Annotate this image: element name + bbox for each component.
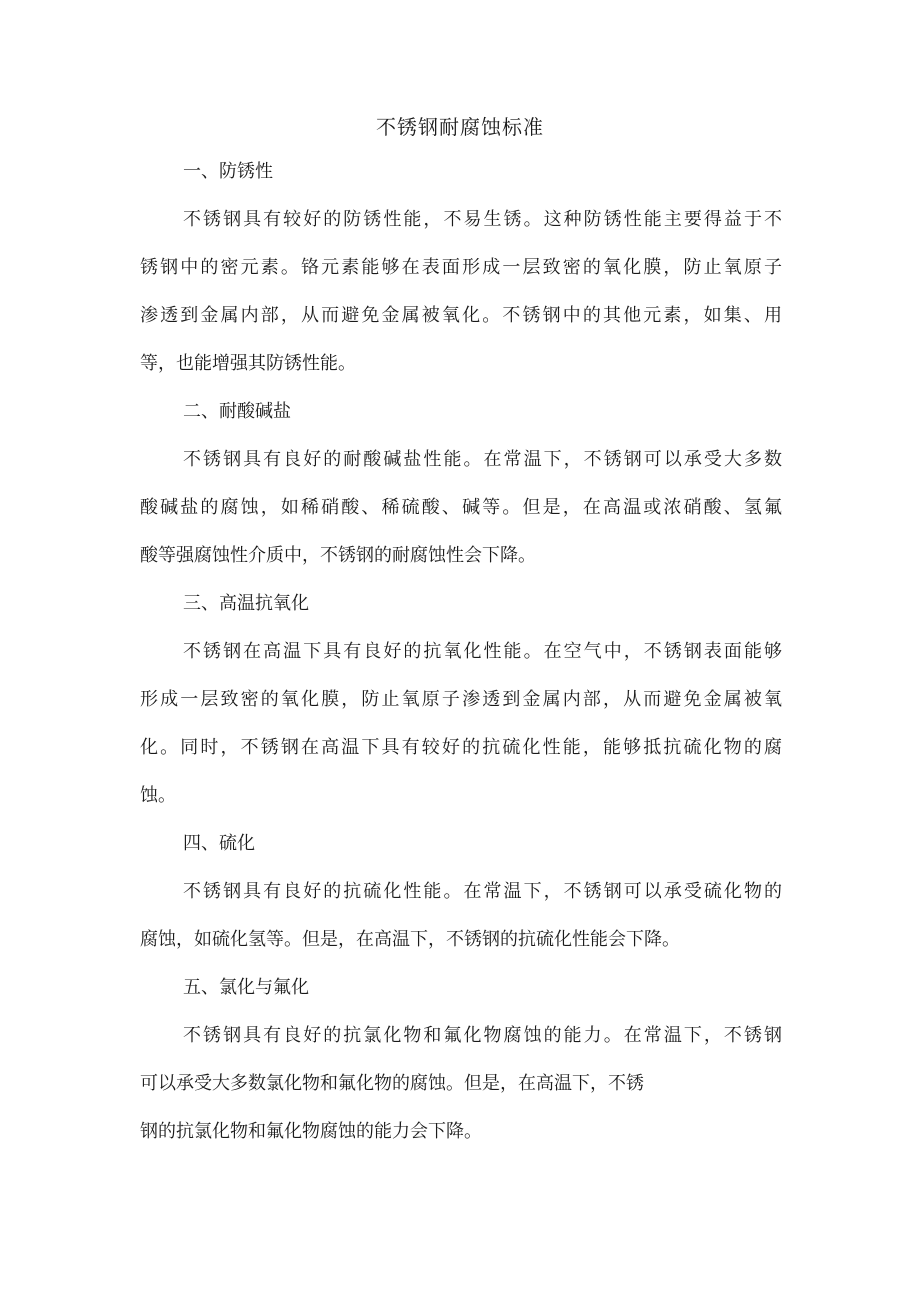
paragraph-line: 锈钢中的密元素。铬元素能够在表面形成一层致密的氧化膜，防止氧原子 [140, 257, 782, 278]
paragraph-line: 可以承受大多数氯化物和氟化物的腐蚀。但是，在高温下，不锈 [140, 1073, 644, 1094]
paragraph-line: 不锈钢具有良好的耐酸碱盐性能。在常温下，不锈钢可以承受大多数 [183, 449, 782, 470]
paragraph-line: 蚀。 [140, 785, 176, 806]
document-title: 不锈钢耐腐蚀标准 [376, 115, 544, 139]
paragraph-line: 不锈钢在高温下具有良好的抗氧化性能。在空气中，不锈钢表面能够 [183, 641, 782, 662]
paragraph-line: 形成一层致密的氧化膜，防止氧原子渗透到金属内部，从而避免金属被氧 [140, 689, 782, 710]
paragraph-line: 酸等强腐蚀性介质中，不锈钢的耐腐蚀性会下降。 [140, 545, 536, 566]
section-heading: 二、耐酸碱盐 [183, 401, 291, 422]
paragraph-line: 不锈钢具有良好的抗氯化物和氟化物腐蚀的能力。在常温下，不锈钢 [183, 1025, 782, 1046]
paragraph-line: 渗透到金属内部，从而避免金属被氧化。不锈钢中的其他元素，如集、用 [140, 305, 782, 326]
paragraph-line: 化。同时，不锈钢在高温下具有较好的抗硫化性能，能够抵抗硫化物的腐 [140, 737, 782, 758]
paragraph-line: 酸碱盐的腐蚀，如稀硝酸、稀硫酸、碱等。但是，在高温或浓硝酸、氢氟 [140, 497, 782, 518]
section-heading: 三、高温抗氧化 [183, 593, 309, 614]
paragraph-line: 不锈钢具有较好的防锈性能，不易生锈。这种防锈性能主要得益于不 [183, 209, 782, 230]
paragraph-line: 等，也能增强其防锈性能。 [140, 353, 356, 374]
paragraph-line: 钢的抗氯化物和氟化物腐蚀的能力会下降。 [140, 1121, 482, 1142]
paragraph-line: 不锈钢具有良好的抗硫化性能。在常温下，不锈钢可以承受硫化物的 [183, 881, 782, 902]
section-heading: 五、氯化与氟化 [183, 977, 309, 998]
section-heading: 一、防锈性 [183, 161, 273, 182]
section-heading: 四、硫化 [183, 833, 255, 854]
paragraph-line: 腐蚀，如硫化氢等。但是，在高温下，不锈钢的抗硫化性能会下降。 [140, 929, 680, 950]
